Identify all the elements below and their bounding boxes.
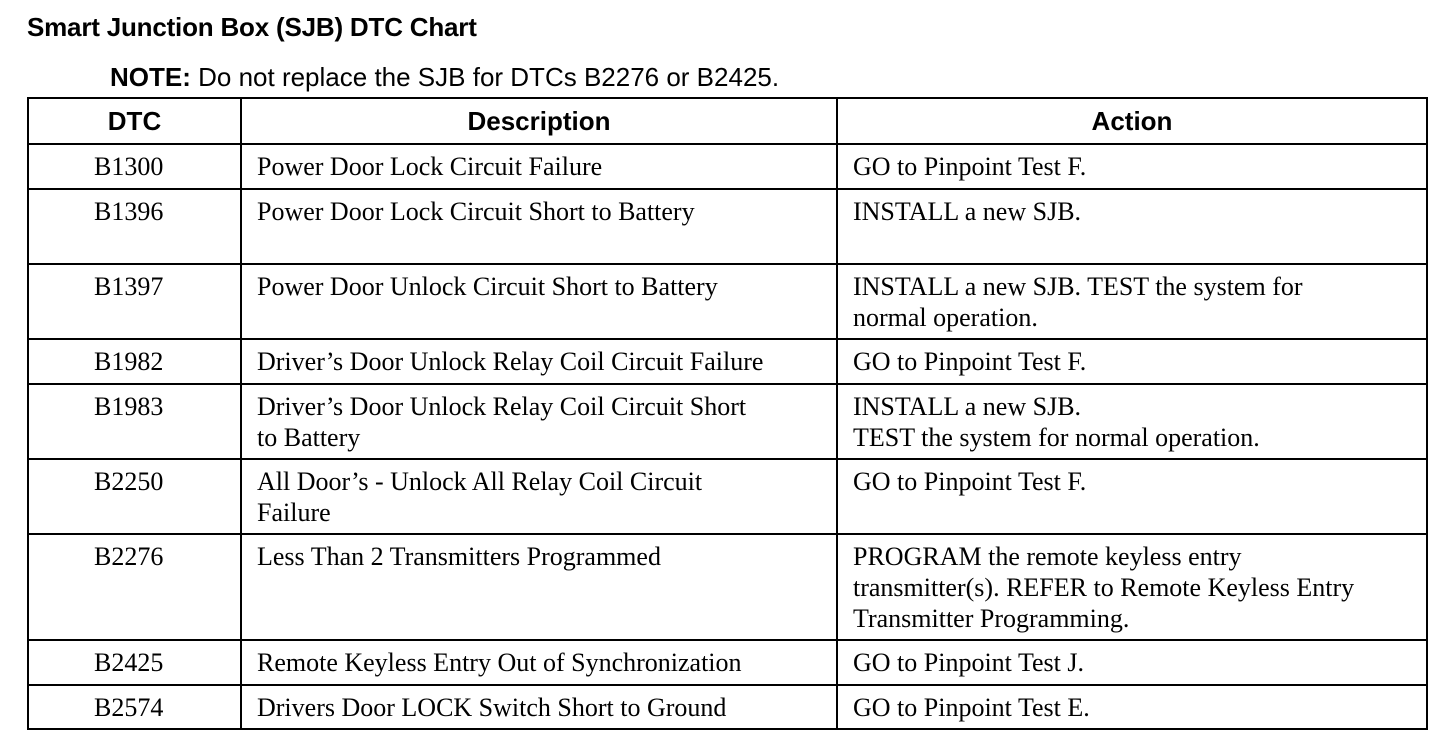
table-row [28,685,1427,729]
dtc-code: B1983 [28,384,241,459]
table-row [28,384,1427,459]
dtc-action: GO to Pinpoint Test E. [837,685,1427,729]
note [110,62,779,93]
table-row [28,459,1427,534]
table-row [28,264,1427,339]
dtc-code: B2276 [28,534,241,640]
table-row [28,534,1427,640]
table-row [28,640,1427,685]
dtc-description: Power Door Lock Circuit Short to Battery [241,189,837,264]
page-title: Smart Junction Box (SJB) DTC Chart [27,12,477,42]
header-dtc: DTC [28,98,241,144]
dtc-code: B1396 [28,189,241,264]
dtc-code: B1300 [28,144,241,189]
note-label: NOTE: [110,62,191,92]
dtc-action: GO to Pinpoint Test F. [837,459,1427,534]
dtc-code: B1982 [28,339,241,384]
dtc-description: Drivers Door LOCK Switch Short to Ground [241,685,837,729]
dtc-action: PROGRAM the remote keyless entry transmitter(s). REFER to Remote Keyless Entry Transmitter Programming. [837,534,1427,640]
header-description: Description [241,98,837,144]
table-row [28,144,1427,189]
dtc-table [27,97,1428,730]
dtc-code: B2425 [28,640,241,685]
dtc-description: Power Door Lock Circuit Failure [241,144,837,189]
table-row [28,339,1427,384]
dtc-action: INSTALL a new SJB. TEST the system for normal operation. [837,264,1427,339]
header-action: Action [837,98,1427,144]
dtc-action: INSTALL a new SJB. TEST the system for normal operation. [837,384,1427,459]
dtc-action: GO to Pinpoint Test J. [837,640,1427,685]
dtc-description: Less Than 2 Transmitters Programmed [241,534,837,640]
dtc-code: B2574 [28,685,241,729]
table-header-row [28,98,1427,144]
table-row [28,189,1427,264]
dtc-action: INSTALL a new SJB. [837,189,1427,264]
dtc-description: Remote Keyless Entry Out of Synchronization [241,640,837,685]
dtc-description: Driver’s Door Unlock Relay Coil Circuit Failure [241,339,837,384]
dtc-action: GO to Pinpoint Test F. [837,144,1427,189]
dtc-code: B2250 [28,459,241,534]
dtc-description: Power Door Unlock Circuit Short to Battery [241,264,837,339]
dtc-description: Driver’s Door Unlock Relay Coil Circuit Short to Battery [241,384,837,459]
dtc-action: GO to Pinpoint Test F. [837,339,1427,384]
dtc-description: All Door’s - Unlock All Relay Coil Circuit Failure [241,459,837,534]
dtc-code: B1397 [28,264,241,339]
note-text: Do not replace the SJB for DTCs B2276 or B2425. [190,62,780,92]
